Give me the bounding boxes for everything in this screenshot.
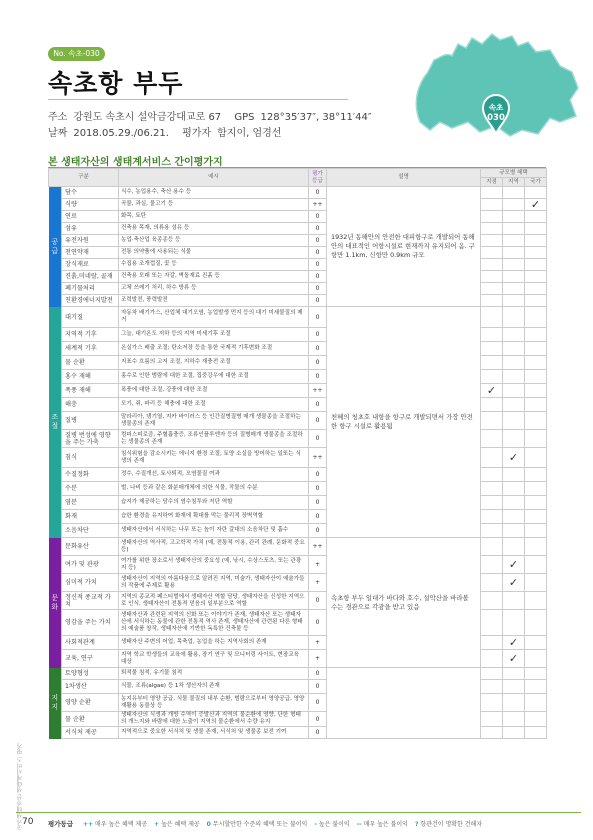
group-label <box>49 307 62 538</box>
service-name: 화재 <box>62 510 119 524</box>
benefit-check <box>481 412 503 430</box>
benefit-check <box>525 187 547 199</box>
benefit-check <box>481 712 503 727</box>
group-label <box>49 187 62 307</box>
benefit-check <box>481 574 503 592</box>
benefit-check <box>481 235 503 247</box>
header-level-region: 지역 <box>503 178 525 187</box>
service-name: 해충 <box>62 398 119 412</box>
service-name: 진흙,미네랄, 골재 <box>62 271 119 283</box>
service-name: 섬유 <box>62 223 119 235</box>
legend-items <box>83 821 489 828</box>
service-name: 질병 <box>62 412 119 430</box>
page-number: 70 <box>22 817 34 827</box>
group-label-text: 문화 <box>51 593 59 611</box>
service-example: 홍수로 인한 범람에 대한 조절, 집중강우에 대한 조절 <box>119 370 309 384</box>
service-grade: 0 <box>309 342 327 356</box>
legend-item <box>83 821 147 828</box>
legend-symbol: 0 <box>206 821 211 828</box>
benefit-check <box>503 211 525 223</box>
service-example: 고체 쓰레기 처리, 하수 방류 등 <box>119 283 309 295</box>
service-name: 1차생산 <box>62 680 119 694</box>
legend-item <box>314 821 349 828</box>
service-grade: 0 <box>309 187 327 199</box>
group-label <box>49 668 62 739</box>
header-example: 예시 <box>119 169 309 187</box>
service-grade: 0 <box>309 482 327 496</box>
service-grade: 0 <box>309 283 327 295</box>
benefit-check <box>481 680 503 694</box>
evaluator-value: 함지이, 엄경선 <box>217 128 282 139</box>
table-row <box>49 307 547 328</box>
service-name: 홍수 재해 <box>62 370 119 384</box>
benefit-check <box>481 694 503 712</box>
service-grade: 0 <box>309 510 327 524</box>
benefit-check <box>503 259 525 271</box>
benefit-check <box>503 328 525 342</box>
service-name: 영감을 주는 가치 <box>62 610 119 636</box>
benefit-check <box>525 727 547 739</box>
benefit-check <box>503 199 525 211</box>
service-grade: 0 <box>309 307 327 328</box>
benefit-check <box>481 556 503 574</box>
service-grade: ++ <box>309 384 327 398</box>
page-badge: No. 속초-030 <box>48 47 105 61</box>
date-value: 2018.05.29./06.21. <box>73 128 169 139</box>
benefit-check: ✓ <box>503 636 525 650</box>
benefit-check <box>525 482 547 496</box>
service-grade: 0 <box>309 592 327 610</box>
service-example: 건축용 모래 또는 자갈, 벽돌재료 진흙 등 <box>119 271 309 283</box>
benefit-check <box>481 342 503 356</box>
evaluator-label: 평가자 <box>182 128 212 139</box>
benefit-check <box>481 356 503 370</box>
benefit-check: ✓ <box>503 556 525 574</box>
benefit-check <box>525 556 547 574</box>
legend-symbol: ? <box>414 821 419 828</box>
benefit-check <box>525 295 547 307</box>
service-name: 서식처 제공 <box>62 727 119 739</box>
service-grade: 0 <box>309 398 327 412</box>
service-name: 천연약재 <box>62 247 119 259</box>
benefit-check <box>525 283 547 295</box>
service-example: 퇴적물 침적, 유기물 침적 <box>119 668 309 680</box>
benefit-check <box>525 307 547 328</box>
legend-symbol: -- <box>356 821 362 828</box>
gps-label: GPS <box>234 112 255 123</box>
benefit-check <box>525 680 547 694</box>
benefit-check <box>503 468 525 482</box>
group-label <box>49 538 62 668</box>
benefit-check <box>481 448 503 468</box>
service-example: 컴피스피로즘, 주혈흡충증, 조류인플루엔자 등의 질병매개 생물종을 조절하는 생물종의 존재 <box>119 430 309 448</box>
service-name: 사회적관계 <box>62 636 119 650</box>
service-example: 식물, 조류(algae) 등 1차 생산자의 존재 <box>119 680 309 694</box>
side-running-title: 국가생태자산 생태계서비스 평가 <box>17 742 24 830</box>
benefit-check <box>481 283 503 295</box>
service-example: 폭풍에 대한 조절, 강풍에 대한 조절 <box>119 384 309 398</box>
benefit-check <box>481 610 503 636</box>
service-example: 농업·축산업 육종종등 등 <box>119 235 309 247</box>
benefit-check <box>525 610 547 636</box>
benefit-check <box>481 211 503 223</box>
benefit-check <box>503 283 525 295</box>
service-grade: 0 <box>309 524 327 538</box>
service-example: 말라리아, 댕기열, 지카 바이러스 등 인간질병질병 매개 생물종을 조절하는 생물종의 존재 <box>119 412 309 430</box>
benefit-check <box>481 328 503 342</box>
benefit-check <box>503 235 525 247</box>
benefit-check <box>525 384 547 398</box>
benefit-check <box>525 636 547 650</box>
benefit-check <box>503 295 525 307</box>
service-name: 식량 <box>62 199 119 211</box>
service-example: 온실가스 배출 조절; 탄소저장 등을 통한 국제적 기후변화 조절 <box>119 342 309 356</box>
service-example: 지표수 흐름의 고저 조절, 지하수 재충전 조절 <box>119 356 309 370</box>
group-description: 천혜의 청초호 내항을 항구로 개발되면서 가장 안전한 항구 시설로 활용됨 <box>327 307 481 538</box>
service-name: 연료 <box>62 211 119 223</box>
service-grade: ++ <box>309 199 327 211</box>
service-name: 폭풍 재해 <box>62 384 119 398</box>
service-name: 소음차단 <box>62 524 119 538</box>
service-name: 수분 <box>62 482 119 496</box>
benefit-check <box>525 496 547 510</box>
service-example: 화목, 토탄 <box>119 211 309 223</box>
group-description <box>327 668 481 739</box>
benefit-check <box>525 211 547 223</box>
service-example: 생태자산의 식생과 개방 수역이 증발산과 지역의 물순환에 영향, 단한 형태의 개느지와 바람에 대한 노출이 지역의 물순환에서 수량 유지 <box>119 712 309 727</box>
header-level-nation: 국가 <box>525 178 547 187</box>
benefit-check <box>503 510 525 524</box>
service-name: 유전자원 <box>62 235 119 247</box>
legend-title: 평가등급 <box>48 820 74 828</box>
legend-text: 항관건이 명확한 건해자 <box>420 821 483 828</box>
service-name: 지역적 기후 <box>62 328 119 342</box>
service-grade: 0 <box>309 223 327 235</box>
benefit-check <box>481 199 503 211</box>
table-row <box>49 668 547 680</box>
service-example: 지역 학교 학생들의 교육에 활용, 장기 연구 및 모니터링 사이트, 현장교육 대상 <box>119 650 309 668</box>
title-divider <box>48 99 348 100</box>
service-example: 생태자산 주변의 어업, 목축업, 농업을 하는 지역사회의 존재 <box>119 636 309 650</box>
table-row <box>49 538 547 556</box>
service-name: 친환경에너지발전 <box>62 295 119 307</box>
benefit-check <box>481 370 503 384</box>
benefit-check <box>481 430 503 448</box>
service-grade: + <box>309 574 327 592</box>
benefit-check <box>525 370 547 384</box>
benefit-check <box>481 538 503 556</box>
service-grade: 0 <box>309 727 327 739</box>
benefit-check <box>525 538 547 556</box>
service-name: 염분 <box>62 496 119 510</box>
service-example: 벌, 나비 등과 같은 화분매개체에 의한 식물, 작물의 수분 <box>119 482 309 496</box>
benefit-check <box>481 247 503 259</box>
benefit-check <box>503 307 525 328</box>
benefit-check <box>503 430 525 448</box>
benefit-check <box>525 668 547 680</box>
benefit-check <box>525 412 547 430</box>
service-name: 세계적 기후 <box>62 342 119 356</box>
info-line-2 <box>48 124 281 139</box>
service-grade: 0 <box>309 468 327 482</box>
service-grade: 0 <box>309 668 327 680</box>
service-example: 전통 의약품에 사용되는 식물 <box>119 247 309 259</box>
service-example: 조력발전, 풍력발전 <box>119 295 309 307</box>
service-grade: + <box>309 636 327 650</box>
benefit-check <box>525 271 547 283</box>
pin-label-1: 속초 <box>488 103 504 112</box>
service-example: 습지가 제공하는 담수의 염수침투와 저단 역할 <box>119 496 309 510</box>
service-grade: 0 <box>309 271 327 283</box>
benefit-check <box>481 650 503 668</box>
header-grade: 평가 등급 <box>309 169 327 187</box>
service-example: 생태자산의 역사적, 고고학적 가치 (예, 전통적 이용, 관리 관례, 문화적 중요 등) <box>119 538 309 556</box>
service-name: 수질정화 <box>62 468 119 482</box>
service-example: 모기, 쥐, 파리 등 해충에 대한 조절 <box>119 398 309 412</box>
service-name: 심미적 가치 <box>62 574 119 592</box>
service-name: 물 순환 <box>62 712 119 727</box>
benefit-check <box>503 384 525 398</box>
benefit-check <box>525 328 547 342</box>
benefit-check: ✓ <box>481 384 503 398</box>
service-example: 수집용 조개껍질, 꽃 등 <box>119 259 309 271</box>
service-grade: 0 <box>309 328 327 342</box>
address-value: 강원도 속초시 설악금강대교로 67 <box>73 112 222 123</box>
page-title: 속초항 부두 <box>48 69 184 98</box>
benefit-check <box>525 712 547 727</box>
service-example: 지역적으로 중요한 서식처 및 생물 존재, 서식처 및 생물종 보전 기여 <box>119 727 309 739</box>
benefit-check: ✓ <box>503 574 525 592</box>
service-example: 생태자산에서 서식하는 나무 또는 높이 자란 갈대의 소음차단 및 흡수 <box>119 524 309 538</box>
legend-text: 무시할만한 수준의 혜택 또는 불이익 <box>212 821 308 828</box>
benefit-check: ✓ <box>503 448 525 468</box>
benefit-check <box>503 610 525 636</box>
service-grade: + <box>309 556 327 574</box>
benefit-check <box>481 223 503 235</box>
group-label-text: 지지 <box>51 694 59 711</box>
info-line-1 <box>48 108 372 123</box>
benefit-check <box>503 356 525 370</box>
service-name: 교육, 연구 <box>62 650 119 668</box>
benefit-check <box>481 398 503 412</box>
service-name: 침식 <box>62 448 119 468</box>
benefit-check <box>481 271 503 283</box>
benefit-check <box>503 712 525 727</box>
service-example: 식수, 농업용수, 축산 용수 등 <box>119 187 309 199</box>
service-grade: 0 <box>309 235 327 247</box>
service-grade: 0 <box>309 412 327 430</box>
benefit-check <box>503 370 525 384</box>
legend-text: 높은 혜택 제공 <box>161 821 200 828</box>
service-example: 농지유부터 영양 공급, 식물 물질의 내부 순환, 범람으로부터 영양공급, 영양 재활용 동물상 등 <box>119 694 309 712</box>
service-name: 여가 및 관광 <box>62 556 119 574</box>
benefit-check <box>525 468 547 482</box>
service-name: 담수 <box>62 187 119 199</box>
benefit-check <box>525 510 547 524</box>
service-grade: 0 <box>309 694 327 712</box>
location-pin <box>481 92 511 136</box>
benefit-check <box>503 496 525 510</box>
service-example: 생태자산이 지역의 아름다움으로 알려진 지역, 미술가, 생태자산이 예술가들의 작품에 주제로 활용 <box>119 574 309 592</box>
benefit-check <box>525 430 547 448</box>
benefit-check <box>525 223 547 235</box>
table-body <box>49 187 547 739</box>
benefit-check <box>503 524 525 538</box>
address-label: 주소 <box>48 112 68 123</box>
benefit-check <box>525 448 547 468</box>
service-grade: 0 <box>309 370 327 384</box>
service-grade: ++ <box>309 448 327 468</box>
legend-item <box>415 821 482 828</box>
service-grade: 0 <box>309 211 327 223</box>
legend-item <box>154 821 200 828</box>
benefit-check <box>503 247 525 259</box>
service-example: 여가를 위한 장소로서 생태자산의 중요성 (예, 낚시, 수상스포츠, 또는 관광지 등) <box>119 556 309 574</box>
benefit-check <box>481 668 503 680</box>
evaluation-table <box>48 168 547 739</box>
benefit-check <box>481 468 503 482</box>
benefit-check <box>503 680 525 694</box>
service-example: 곡물, 과실, 물고기 등 <box>119 199 309 211</box>
service-grade: 0 <box>309 430 327 448</box>
date-label: 날짜 <box>48 128 68 139</box>
benefit-check <box>503 727 525 739</box>
benefit-check <box>525 235 547 247</box>
benefit-check <box>481 187 503 199</box>
legend-text: 매우 높은 혜택 제공 <box>95 821 148 828</box>
benefit-check <box>481 295 503 307</box>
service-name: 문화유산 <box>62 538 119 556</box>
benefit-check <box>503 187 525 199</box>
benefit-check <box>481 510 503 524</box>
benefit-check <box>481 307 503 328</box>
legend-text: 높은 불이익 <box>318 821 350 828</box>
header-level: 규모별 혜택 <box>481 169 547 178</box>
benefit-check <box>481 636 503 650</box>
service-grade: 0 <box>309 247 327 259</box>
service-example: 습한 환경을 유지하여 화재에 확대를 막는 물리적 장벽역할 <box>119 510 309 524</box>
service-name: 토양형성 <box>62 668 119 680</box>
group-label-text: 조절 <box>51 413 59 430</box>
benefit-check <box>525 356 547 370</box>
table-row <box>49 187 547 199</box>
benefit-check <box>525 259 547 271</box>
service-name: 물 순환 <box>62 356 119 370</box>
service-name: 질병 번성에 영향을 주는 가축 <box>62 430 119 448</box>
group-description: 1932년 동해안의 안전한 대피항구로 개발되어 동해안의 대표적인 어항시설로 현재까지 유지되어 옴. 구항만 1.1km, 신항만 0.9km 규모 <box>327 187 481 307</box>
service-name: 폐기물처리 <box>62 283 119 295</box>
legend-text: 매우 높은 불이익 <box>363 821 408 828</box>
service-grade: 0 <box>309 356 327 370</box>
service-name: 영양 순환 <box>62 694 119 712</box>
benefit-check: ✓ <box>503 650 525 668</box>
benefit-check <box>525 694 547 712</box>
benefit-check <box>503 668 525 680</box>
service-grade: 0 <box>309 259 327 271</box>
legend-item <box>207 821 308 828</box>
footer-divider <box>16 812 581 813</box>
service-example: 그늘, 대기온도 저하 등의 지역 미세기후 조절 <box>119 328 309 342</box>
benefit-check <box>525 574 547 592</box>
service-example: 지역의 종교적 페스티벌에서 생태자산 역할 담당, 생태자산을 신성한 지역으로 인식, 생태자산이 전통적 믿음의 일부분으로 역할 <box>119 592 309 610</box>
group-label-text: 공급 <box>51 237 59 255</box>
service-example: 건축용 목재, 의류용 섬유 등 <box>119 223 309 235</box>
service-grade: 0 <box>309 610 327 636</box>
service-grade: 0 <box>309 496 327 510</box>
legend-symbol: + <box>154 821 160 828</box>
grade-legend <box>48 819 489 828</box>
service-name: 장식재료 <box>62 259 119 271</box>
service-grade: 0 <box>309 680 327 694</box>
service-grade: + <box>309 650 327 668</box>
service-example: 생태자산과 관련된 지역의 신화 또는 이야기가 존재, 생태자산 또는 생태자산에 서식하는 동물에 관한 전통적 역사 존재, 생태자산에 관련된 다른 형태의 예술품 창작, 생태자산에 기반한 독특한 건축물 등 <box>119 610 309 636</box>
gps-value: 128°35′37″, 38°11′44″ <box>260 112 372 123</box>
benefit-check <box>481 524 503 538</box>
group-description: 속초항 부두 일대가 바다와 호수, 설악산을 바라볼 수는 경관으로 각광을 받고 있음 <box>327 538 481 668</box>
header-description: 설명 <box>327 169 481 187</box>
service-example: 침식위험을 감소시키는 에너지 환경 조절, 토양 소실을 방어하는 일또는 식생의 존재 <box>119 448 309 468</box>
benefit-check <box>503 223 525 235</box>
benefit-check <box>503 412 525 430</box>
benefit-check <box>525 342 547 356</box>
service-grade: ++ <box>309 538 327 556</box>
legend-symbol: ++ <box>83 821 94 828</box>
benefit-check <box>525 398 547 412</box>
service-name: 정신적 종교적 가치 <box>62 592 119 610</box>
legend-item <box>357 821 408 828</box>
service-example: 자동차 배기가스, 산업체 대기오염, 농업발생 먼지 등의 대기 미세물질의 제거 <box>119 307 309 328</box>
benefit-check <box>481 592 503 610</box>
benefit-check <box>481 727 503 739</box>
service-grade: 0 <box>309 712 327 727</box>
benefit-check <box>481 496 503 510</box>
benefit-check: ✓ <box>525 199 547 211</box>
benefit-check <box>503 592 525 610</box>
benefit-check <box>525 524 547 538</box>
header-level-site: 지점 <box>481 178 503 187</box>
service-name: 대기질 <box>62 307 119 328</box>
section-title: 본 생태자산의 생태계서비스 간이평가지 <box>48 157 223 168</box>
benefit-check <box>503 482 525 496</box>
benefit-check <box>503 342 525 356</box>
benefit-check <box>525 247 547 259</box>
benefit-check <box>525 592 547 610</box>
benefit-check <box>481 482 503 496</box>
benefit-check <box>503 271 525 283</box>
pin-label-2: 030 <box>487 113 505 123</box>
benefit-check <box>525 650 547 668</box>
benefit-check <box>503 538 525 556</box>
benefit-check <box>481 259 503 271</box>
benefit-check <box>503 694 525 712</box>
service-example: 정수, 수질개선, 토사퇴적, 오염물질 여과 <box>119 468 309 482</box>
legend-symbol: - <box>314 821 317 828</box>
benefit-check <box>503 398 525 412</box>
service-grade: 0 <box>309 295 327 307</box>
header-category: 구분 <box>49 169 119 187</box>
